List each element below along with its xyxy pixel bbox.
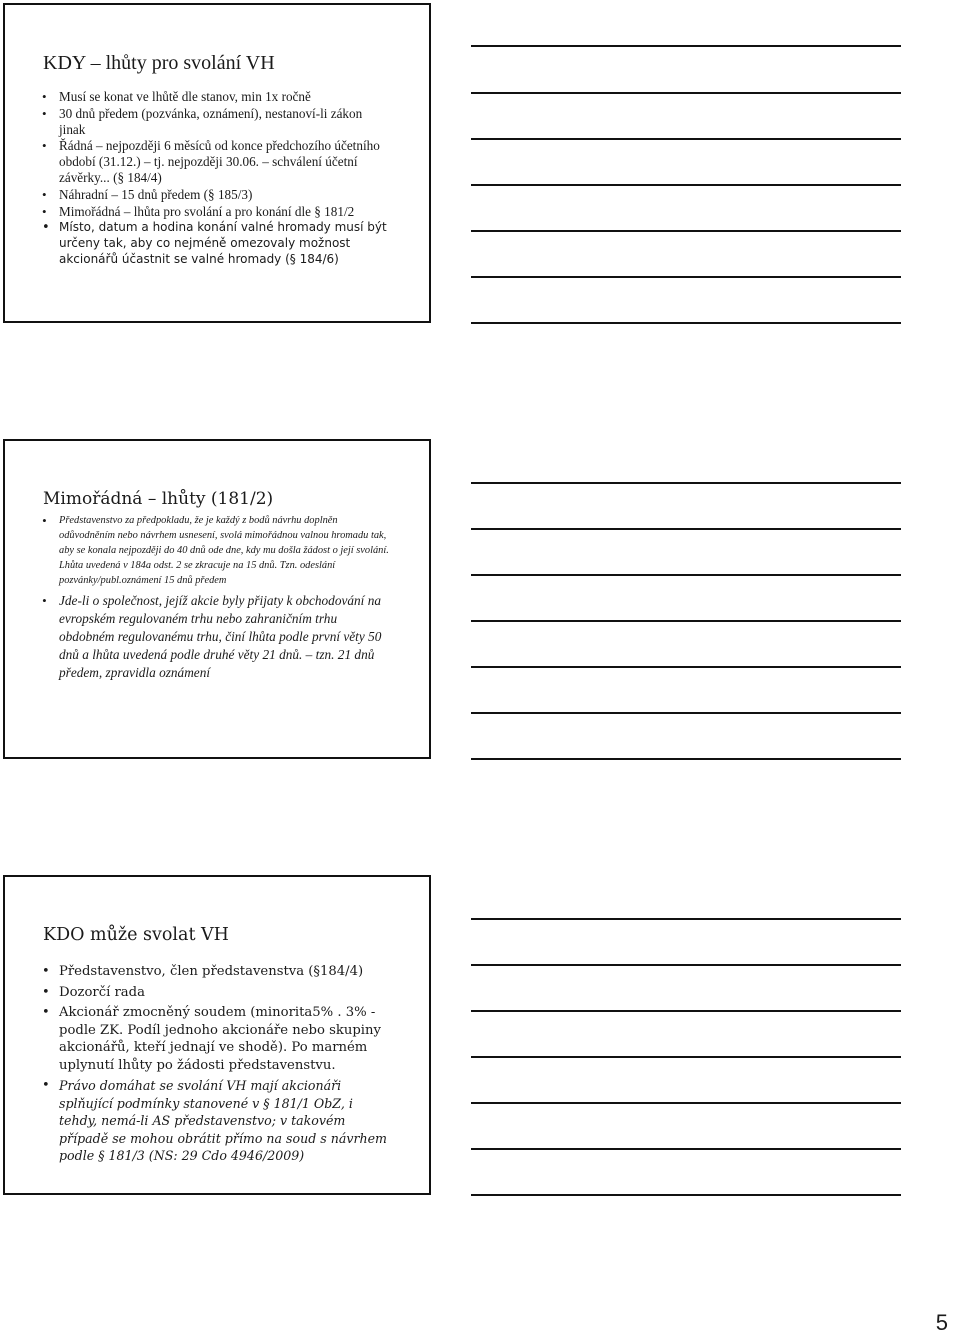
note-line	[471, 1194, 901, 1196]
list-item: • Představenstvo za předpokladu, že je každý z bodů návrhu doplněn odůvodněním nebo návrhem usnesení, svolá mimořádnou valnou hromadu tak, aby se konala nejpozději do 40 dnů ode dne, kdy mu došla žádost o její svolání. Lhůta uvedená v 184a odst. 2 se zkracuje na 15 dnů. Tzn. odeslání pozvánky/publ.oznámení 15 dnů předem	[39, 513, 394, 588]
list-item: • Musí se konat ve lhůtě dle stanov, min 1x ročně	[39, 89, 389, 105]
note-line	[471, 276, 901, 278]
note-line	[471, 666, 901, 668]
list-item: • Akcionář zmocněný soudem (minorita5% . 3% - podle ZK. Podíl jednoho akcionáře nebo skupiny akcionářů, kteří jednají ve shodě). Po marném uplynutí lhůty po žádosti představenstvu.	[39, 1004, 389, 1074]
slide-2-title: Mimořádná – lhůty (181/2)	[43, 489, 274, 509]
note-line	[471, 230, 901, 232]
note-line	[471, 1010, 901, 1012]
note-line	[471, 712, 901, 714]
note-line	[471, 138, 901, 140]
note-line	[471, 918, 901, 920]
slide-3-bullets	[39, 963, 389, 1168]
slide-3	[3, 875, 431, 1195]
note-line	[471, 322, 901, 324]
slide-2	[3, 439, 431, 759]
note-line	[471, 1056, 901, 1058]
slide-3-title: KDO může svolat VH	[43, 925, 229, 945]
list-item: • Právo domáhat se svolání VH mají akcionáři splňující podmínky stanovené v § 181/1 ObZ, i tehdy, nemá-li AS představenstvo; v takovém případě se mohou obrátit přímo na soud s návrhem podle § 181/3 (NS: 29 Cdo 4946/2009)	[39, 1077, 389, 1165]
note-line	[471, 528, 901, 530]
list-item: • Mimořádná – lhůta pro svolání a pro konání dle § 181/2	[39, 204, 389, 220]
slide-1	[3, 3, 431, 323]
list-item: • Řádná – nejpozději 6 měsíců od konce předchozího účetního období (31.12.) – tj. nejpozději 30.06. – schválení účetní závěrky... (§ 184/4)	[39, 138, 389, 185]
note-line	[471, 1102, 901, 1104]
list-item: • Místo, datum a hodina konání valné hromady musí být určeny tak, aby co nejméně omezovaly možnost akcionářů účastnit se valné hromady (§ 184/6)	[39, 220, 389, 267]
note-line	[471, 574, 901, 576]
note-line	[471, 184, 901, 186]
note-line	[471, 964, 901, 966]
note-line	[471, 92, 901, 94]
slide-2-bullets	[39, 513, 394, 682]
list-item: • 30 dnů předem (pozvánka, oznámení), nestanoví-li zákon jinak	[39, 106, 389, 138]
list-item: • Náhradní – 15 dnů předem (§ 185/3)	[39, 187, 389, 203]
list-item: • Dozorčí rada	[39, 984, 389, 1002]
list-item: • Jde-li o společnost, jejíž akcie byly přijaty k obchodování na evropském regulovaném trhu nebo zahraničním trhu obdobném regulovanému trhu, činí lhůta podle první věty 50 dnů a lhůta uvedená podle druhé věty 21 dnů. – tzn. 21 dnů předem, zpravidla oznámení	[39, 592, 394, 682]
page-number: 5	[935, 1310, 948, 1335]
slide-1-title: KDY – lhůty pro svolání VH	[43, 52, 275, 74]
list-item: • Představenstvo, člen představenstva (§184/4)	[39, 963, 389, 981]
note-line	[471, 620, 901, 622]
note-line	[471, 758, 901, 760]
note-line	[471, 45, 901, 47]
note-line	[471, 1148, 901, 1150]
slide-1-bullets	[39, 89, 389, 269]
note-line	[471, 482, 901, 484]
